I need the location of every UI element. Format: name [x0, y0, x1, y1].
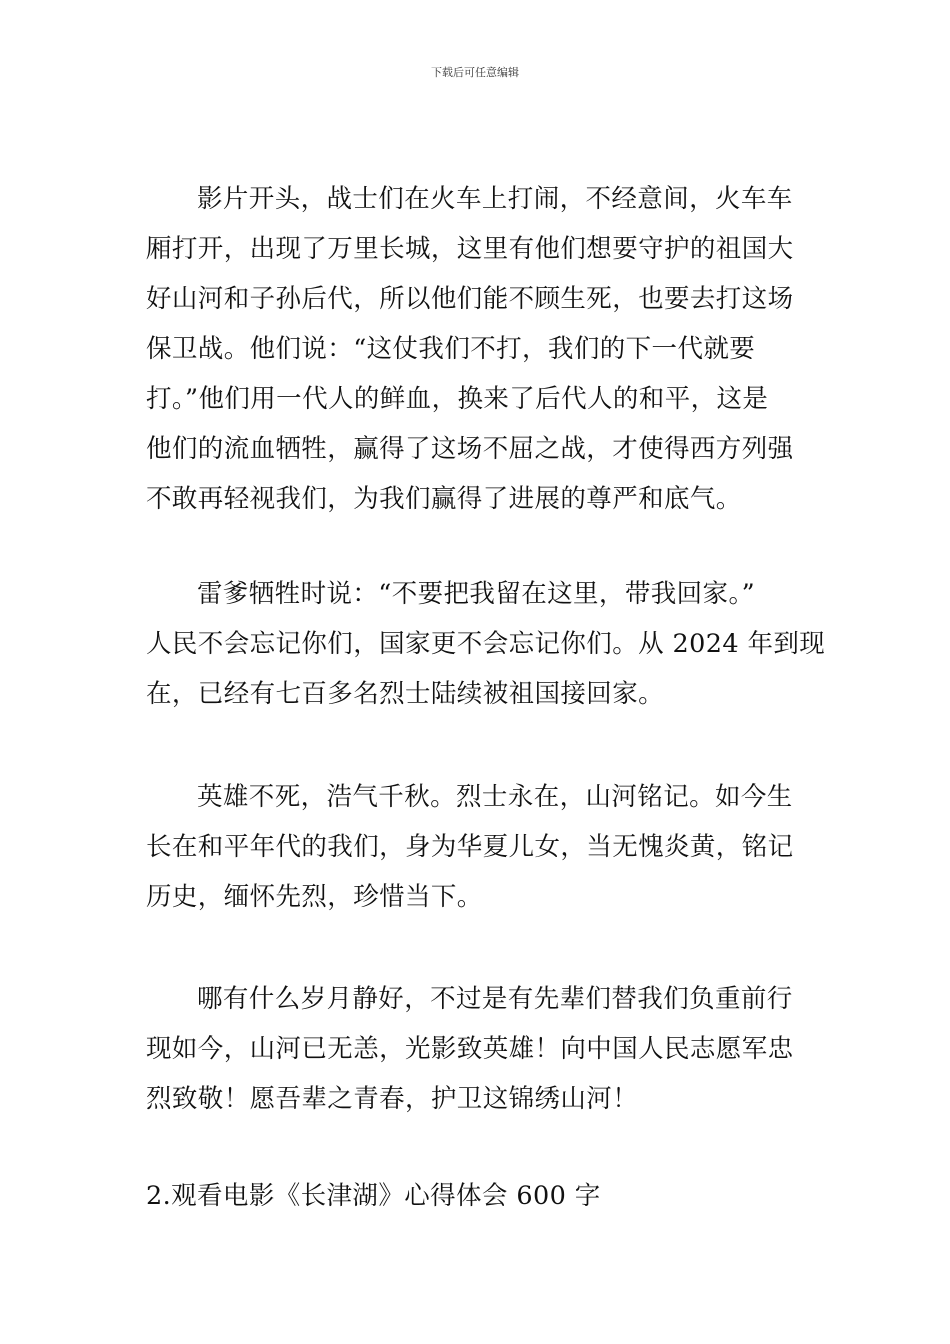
- paragraph-line: 保卫战。他们说：“这仗我们不打，我们的下一代就要: [146, 334, 756, 364]
- section-heading: 2.观看电影《长津湖》心得体会 600 字: [146, 1181, 601, 1211]
- paragraph-line: 不敢再轻视我们，为我们赢得了进展的尊严和底气。: [146, 484, 742, 514]
- paragraph-line: 历史，缅怀先烈，珍惜当下。: [146, 882, 483, 912]
- paragraph-line: 烈致敬！愿吾辈之青春，护卫这锦绣山河！: [146, 1084, 639, 1114]
- paragraph-line: 人民不会忘记你们，国家更不会忘记你们。从 2024 年到现: [146, 629, 826, 659]
- paragraph-line: 在，已经有七百多名烈士陆续被祖国接回家。: [146, 679, 665, 709]
- paragraph-line: 他们的流血牺牲，赢得了这场不屈之战，才使得西方列强: [146, 434, 794, 464]
- paragraph-line: 影片开头，战士们在火车上打闹，不经意间，火车车: [197, 184, 793, 214]
- paragraph-line: 长在和平年代的我们，身为华夏儿女，当无愧炎黄，铭记: [146, 832, 794, 862]
- page-header: 下载后可任意编辑: [431, 66, 519, 79]
- paragraph-line: 英雄不死，浩气千秋。烈士永在，山河铭记。如今生: [197, 782, 793, 812]
- paragraph-line: 厢打开，出现了万里长城，这里有他们想要守护的祖国大: [146, 234, 794, 264]
- paragraph-line: 好山河和子孙后代，所以他们能不顾生死，也要去打这场: [146, 284, 794, 314]
- paragraph-line: 哪有什么岁月静好，不过是有先辈们替我们负重前行: [197, 984, 793, 1014]
- paragraph-line: 现如今，山河已无恙，光影致英雄！向中国人民志愿军忠: [146, 1034, 794, 1064]
- paragraph-line: 雷爹牺牲时说：“不要把我留在这里，带我回家。”: [197, 579, 756, 609]
- paragraph-line: 打。”他们用一代人的鲜血，换来了后代人的和平，这是: [146, 384, 769, 414]
